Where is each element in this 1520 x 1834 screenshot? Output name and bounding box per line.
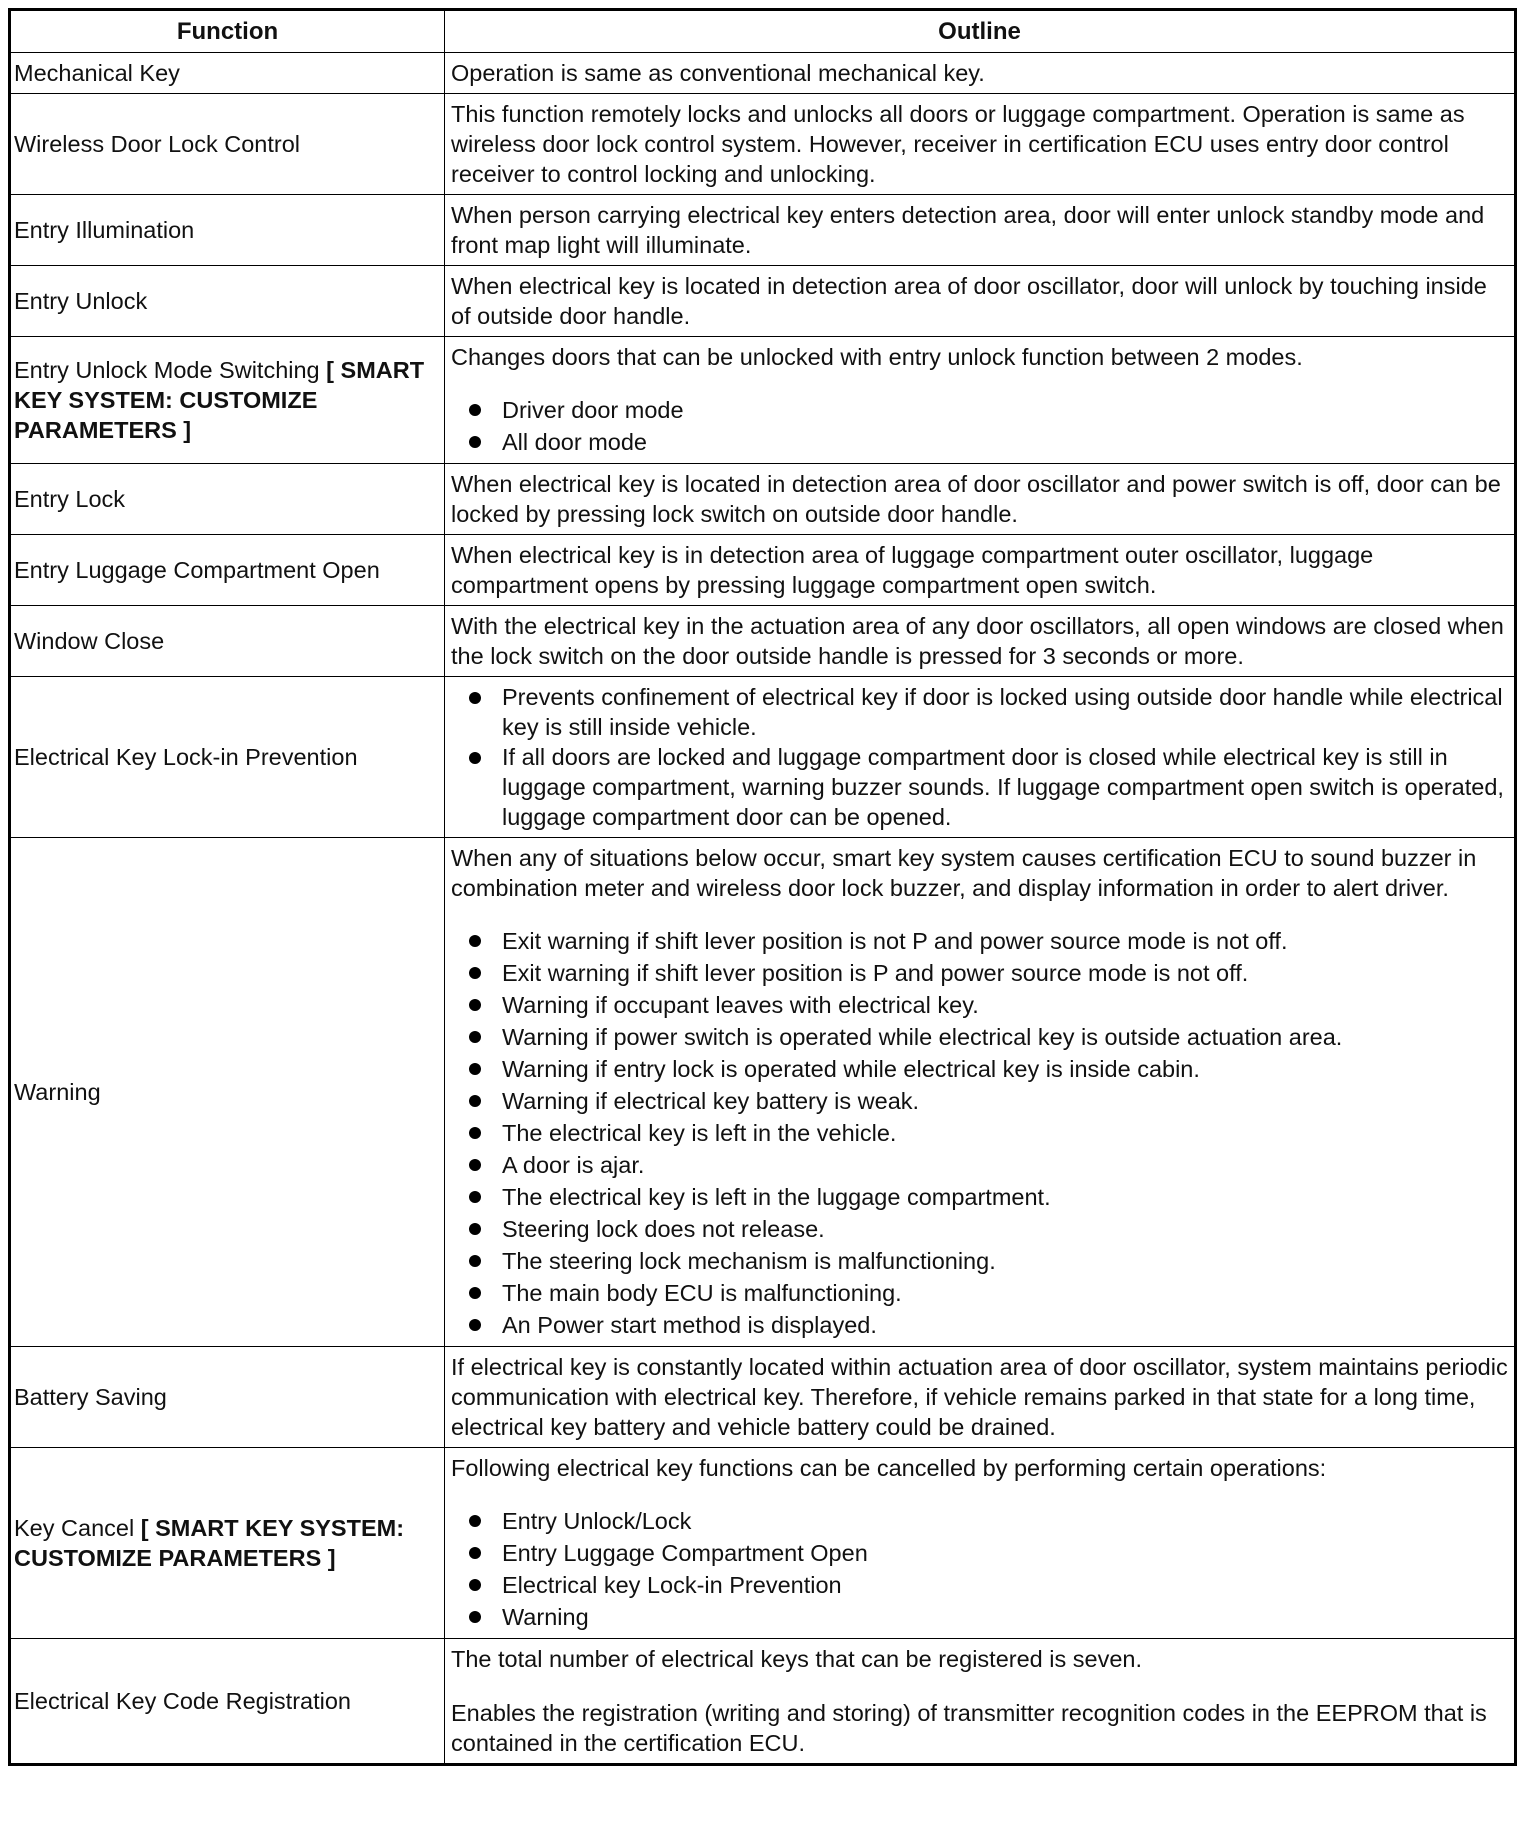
header-function: Function — [10, 10, 445, 53]
list-item-text: Entry Luggage Compartment Open — [502, 1540, 868, 1566]
outline-paragraph: Operation is same as conventional mechanical key. — [451, 60, 985, 86]
function-label: Entry Unlock — [14, 288, 148, 314]
table-row — [10, 1347, 1516, 1448]
list-item — [451, 925, 1510, 957]
function-cell — [10, 195, 445, 266]
list-item — [451, 1309, 1510, 1341]
table-row — [10, 606, 1516, 677]
function-outline-table — [8, 8, 1517, 1766]
list-item — [451, 1053, 1510, 1085]
list-item-text: The main body ECU is malfunctioning. — [502, 1280, 902, 1306]
list-item-text: If all doors are locked and luggage compartment door is closed while electrical key is still in luggage compartment, warning buzzer sounds. If luggage compartment open switch is operated, luggage compartment door can be opened. — [502, 744, 1504, 830]
outline-paragraph: The total number of electrical keys that can be registered is seven. — [451, 1646, 1142, 1672]
table-row — [10, 337, 1516, 464]
bullet-icon — [469, 1127, 481, 1139]
list-item — [451, 989, 1510, 1021]
table-row — [10, 677, 1516, 838]
list-item-text: All door mode — [502, 429, 647, 455]
list-item-text: Warning if occupant leaves with electrical key. — [502, 992, 979, 1018]
outline-paragraph: When electrical key is located in detection area of door oscillator, door will unlock by touching inside of outside door handle. — [451, 273, 1487, 329]
table-row — [10, 838, 1516, 1347]
customize-parameters-link[interactable]: [ SMART KEY SYSTEM: CUSTOMIZE PARAMETERS ] — [14, 357, 425, 443]
list-item-text: Electrical key Lock-in Prevention — [502, 1572, 842, 1598]
function-label: Entry Illumination — [14, 217, 195, 243]
function-label: Mechanical Key — [14, 60, 180, 86]
bullet-icon — [469, 692, 481, 704]
bullet-icon — [469, 1159, 481, 1171]
bullet-icon — [469, 999, 481, 1011]
list-item-text: The steering lock mechanism is malfunctioning. — [502, 1248, 996, 1274]
outline-cell — [445, 53, 1516, 94]
list-item-text: Exit warning if shift lever position is not P and power source mode is not off. — [502, 928, 1288, 954]
outline-cell — [445, 195, 1516, 266]
list-item-text: Warning if power switch is operated while electrical key is outside actuation area. — [502, 1024, 1343, 1050]
outline-paragraph: This function remotely locks and unlocks all doors or luggage compartment. Operation is same as wireless door lock control system. However, receiver in certification ECU uses entry door control receiver to control locking and unlocking. — [451, 101, 1465, 187]
list-item-text: Entry Unlock/Lock — [502, 1508, 692, 1534]
bullet-icon — [469, 1063, 481, 1075]
function-cell — [10, 606, 445, 677]
outline-cell — [445, 838, 1516, 1347]
list-item — [451, 394, 1510, 426]
bullet-icon — [469, 1319, 481, 1331]
list-item-text: An Power start method is displayed. — [502, 1312, 877, 1338]
table-row — [10, 464, 1516, 535]
customize-parameters-link[interactable]: [ SMART KEY SYSTEM: CUSTOMIZE PARAMETERS ] — [14, 1515, 405, 1571]
list-item-text: Steering lock does not release. — [502, 1216, 825, 1242]
list-item — [451, 1181, 1510, 1213]
outline-cell — [445, 337, 1516, 464]
list-item — [451, 1149, 1510, 1181]
function-cell — [10, 266, 445, 337]
list-item-text: The electrical key is left in the vehicle. — [502, 1120, 897, 1146]
function-cell — [10, 337, 445, 464]
function-label: Warning — [14, 1079, 101, 1105]
list-item-text: Driver door mode — [502, 397, 684, 423]
outline-bullet-list — [451, 925, 1510, 1341]
list-item-text: Warning if electrical key battery is weak. — [502, 1088, 920, 1114]
list-item — [451, 426, 1510, 458]
function-label: Electrical Key Code Registration — [14, 1688, 351, 1714]
outline-bullet-list — [451, 394, 1510, 458]
list-item — [451, 1569, 1510, 1601]
list-item — [451, 957, 1510, 989]
bullet-icon — [469, 1547, 481, 1559]
function-outline-document — [8, 8, 1514, 1766]
bullet-icon — [469, 1287, 481, 1299]
outline-cell — [445, 1639, 1516, 1765]
bullet-icon — [469, 1223, 481, 1235]
function-cell — [10, 1347, 445, 1448]
bullet-icon — [469, 935, 481, 947]
bullet-icon — [469, 1579, 481, 1591]
function-cell — [10, 1639, 445, 1765]
outline-cell — [445, 606, 1516, 677]
list-item — [451, 1245, 1510, 1277]
table-row — [10, 195, 1516, 266]
function-cell — [10, 94, 445, 195]
bullet-icon — [469, 1191, 481, 1203]
outline-paragraph: With the electrical key in the actuation area of any door oscillators, all open windows are closed when the lock switch on the door outside handle is pressed for 3 seconds or more. — [451, 613, 1504, 669]
function-cell — [10, 677, 445, 838]
table-row — [10, 53, 1516, 94]
outline-bullet-list — [451, 1505, 1510, 1633]
list-item — [451, 1601, 1510, 1633]
outline-paragraph: Changes doors that can be unlocked with entry unlock function between 2 modes. — [451, 344, 1303, 370]
outline-bullet-list — [451, 682, 1510, 832]
outline-cell — [445, 464, 1516, 535]
list-item — [451, 742, 1510, 832]
list-item-text: Prevents confinement of electrical key if door is locked using outside door handle while electrical key is still inside vehicle. — [502, 684, 1503, 740]
function-cell — [10, 838, 445, 1347]
table-header-row — [10, 10, 1516, 53]
list-item-text: Exit warning if shift lever position is P and power source mode is not off. — [502, 960, 1249, 986]
outline-cell — [445, 266, 1516, 337]
outline-cell — [445, 1448, 1516, 1639]
bullet-icon — [469, 752, 481, 764]
list-item — [451, 1085, 1510, 1117]
outline-cell — [445, 1347, 1516, 1448]
outline-paragraph: When person carrying electrical key enters detection area, door will enter unlock standby mode and front map light will illuminate. — [451, 202, 1485, 258]
function-label: Key Cancel — [14, 1515, 135, 1541]
outline-paragraph: When any of situations below occur, smart key system causes certification ECU to sound buzzer in combination meter and wireless door lock buzzer, and display information in order to alert driver. — [451, 845, 1477, 901]
bullet-icon — [469, 1515, 481, 1527]
outline-cell — [445, 535, 1516, 606]
list-item-text: A door is ajar. — [502, 1152, 645, 1178]
function-label: Entry Luggage Compartment Open — [14, 557, 380, 583]
bullet-icon — [469, 1031, 481, 1043]
function-cell — [10, 53, 445, 94]
bullet-icon — [469, 1611, 481, 1623]
list-item — [451, 1277, 1510, 1309]
table-row — [10, 1448, 1516, 1639]
outline-paragraph: When electrical key is located in detection area of door oscillator and power switch is off, door can be locked by pressing lock switch on outside door handle. — [451, 471, 1501, 527]
outline-cell — [445, 94, 1516, 195]
function-label: Window Close — [14, 628, 165, 654]
list-item-text: Warning if entry lock is operated while electrical key is inside cabin. — [502, 1056, 1200, 1082]
table-row — [10, 1639, 1516, 1765]
list-item — [451, 1505, 1510, 1537]
function-label: Entry Lock — [14, 486, 126, 512]
outline-cell — [445, 677, 1516, 838]
table-row — [10, 266, 1516, 337]
list-item — [451, 1021, 1510, 1053]
list-item-text: Warning — [502, 1604, 589, 1630]
outline-paragraph: Enables the registration (writing and storing) of transmitter recognition codes in the EEPROM that is contained in the certification ECU. — [451, 1700, 1487, 1756]
list-item-text: The electrical key is left in the luggage compartment. — [502, 1184, 1051, 1210]
function-label: Wireless Door Lock Control — [14, 131, 301, 157]
list-item — [451, 1117, 1510, 1149]
function-label: Battery Saving — [14, 1384, 167, 1410]
bullet-icon — [469, 436, 481, 448]
list-item — [451, 1537, 1510, 1569]
function-cell — [10, 1448, 445, 1639]
function-cell — [10, 535, 445, 606]
table-row — [10, 94, 1516, 195]
function-cell — [10, 464, 445, 535]
outline-paragraph: When electrical key is in detection area of luggage compartment outer oscillator, luggage compartment opens by pressing luggage compartment open switch. — [451, 542, 1374, 598]
function-label: Entry Unlock Mode Switching — [14, 357, 320, 383]
outline-paragraph: If electrical key is constantly located within actuation area of door oscillator, system maintains periodic communication with electrical key. Therefore, if vehicle remains parked in that state for a long time, electrical key battery and vehicle battery could be drained. — [451, 1354, 1508, 1440]
header-outline: Outline — [445, 10, 1516, 53]
function-label: Electrical Key Lock-in Prevention — [14, 744, 358, 770]
list-item — [451, 1213, 1510, 1245]
outline-paragraph: Following electrical key functions can be cancelled by performing certain operations: — [451, 1455, 1327, 1481]
bullet-icon — [469, 967, 481, 979]
list-item — [451, 682, 1510, 742]
table-row — [10, 535, 1516, 606]
bullet-icon — [469, 404, 481, 416]
bullet-icon — [469, 1095, 481, 1107]
bullet-icon — [469, 1255, 481, 1267]
